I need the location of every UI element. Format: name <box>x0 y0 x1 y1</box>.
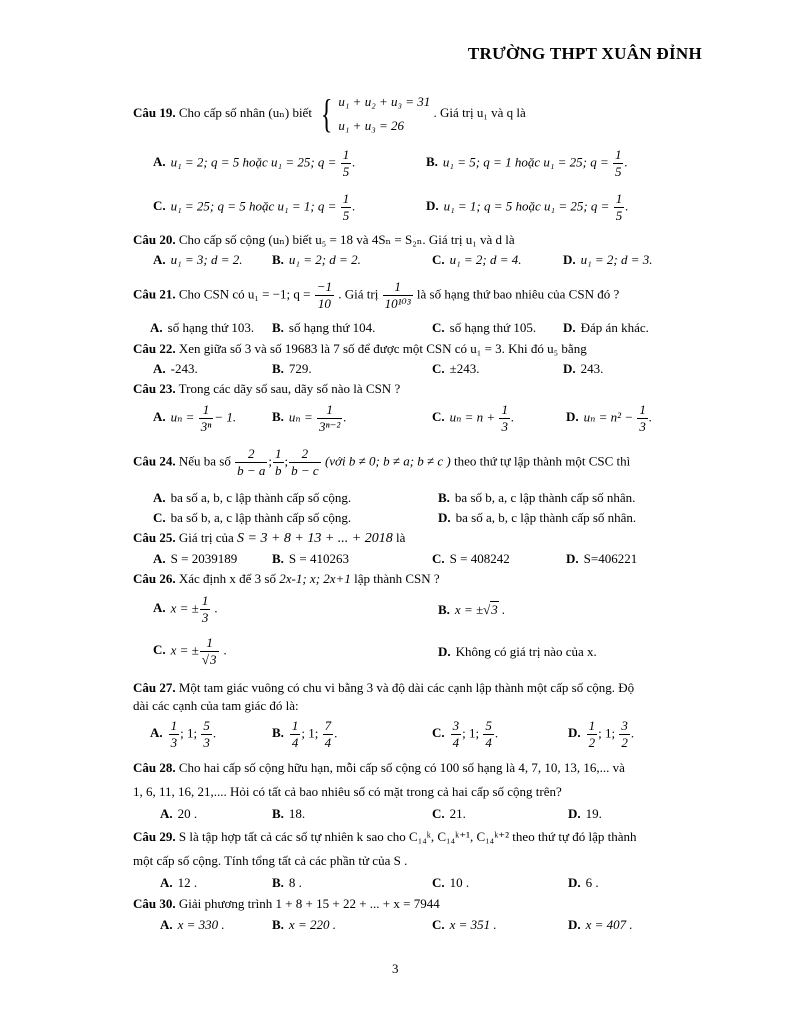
option-d: D. ba số a, b, c lập thành cấp số nhân. <box>438 510 637 525</box>
question-26: Câu 26. Xác định x để 3 số 2x-1; x; 2x+1 lập thành CSN ? <box>133 571 440 586</box>
option-c: C. $\frac{3}{4}$ ; 1; $\frac{5}{4}$ . <box>432 718 499 750</box>
option-a: A. u₁ = 3; d = 2. <box>153 252 243 267</box>
option-d: D. uₙ = n² − $\frac{1}{3}$ . <box>566 402 653 434</box>
option-b: B. uₙ = $\frac{1}{\text{3ⁿ⁻²}}$ . <box>272 402 347 434</box>
option-a: A. ba số a, b, c lập thành cấp số cộng. <box>153 490 352 505</box>
option-c: C. u₁ = 25; q = 5 hoặc u₁ = 1; q = $\frac{1}{5}$ . <box>153 191 356 223</box>
option-b: B. ba số b, a, c lập thành cấp số nhân. <box>438 490 636 505</box>
option-a: A. u₁ = 2; q = 5 hoặc u₁ = 25; q = $\frac{1}{5}$ . <box>153 147 356 179</box>
option-d: D. Không có giá trị nào của x. <box>438 644 597 659</box>
question-22: Câu 22. Xen giữa số 3 và số 19683 là 7 số để được một CSN có u₁ = 3. Khi đó u₅ bằng <box>133 341 587 356</box>
school-header: TRƯỜNG THPT XUÂN ĐỈNH <box>467 44 702 63</box>
option-d: D. 19. <box>568 806 602 821</box>
question-29: Câu 29. S là tập hợp tất cả các số tự nhiên k sao cho C₁₄ᵏ, C₁₄ᵏ⁺¹, C₁₄ᵏ⁺² theo thứ tự đó lập thành <box>133 829 637 844</box>
option-b: B. 8 . <box>272 875 302 890</box>
option-a: A. số hạng thứ 103. <box>150 320 255 335</box>
option-b: B. 729. <box>272 361 312 376</box>
question-28: Câu 28. Cho hai cấp số cộng hữu hạn, mỗi cấp số cộng có 100 số hạng là 4, 7, 10, 13, 16,... và <box>133 760 625 775</box>
option-a: A. S = 2039189 <box>153 551 238 566</box>
option-c: C. số hạng thứ 105. <box>432 320 537 335</box>
option-b: B. $\frac{1}{4}$ ; 1; $\frac{7}{4}$ . <box>272 718 338 750</box>
question-28-line2: 1, 6, 11, 16, 21,.... Hỏi có tất cả bao nhiêu số có mặt trong cả hai cấp số cộng trên? <box>133 784 562 799</box>
question-stem: Cho cấp số nhân (uₙ) biết <box>178 104 312 120</box>
question-29-line2: một cấp số cộng. Tính tổng tất cả các phần tử của S . <box>133 853 408 868</box>
option-d: D. $\frac{1}{2}$ ; 1; $\frac{3}{2}$ . <box>568 718 635 750</box>
question-19 <box>133 90 526 138</box>
option-a: A. x = ± $\frac{1}{3}$ . <box>153 593 218 625</box>
option-a: A. 20 . <box>160 806 198 821</box>
option-a: A. -243. <box>153 361 198 376</box>
option-b: B. 18. <box>272 806 306 821</box>
option-c: C. x = ± $\frac{1}{√3}$ . <box>153 635 227 667</box>
option-a: A. 12 . <box>160 875 198 890</box>
option-b: B. S = 410263 <box>272 551 349 566</box>
question-24: Câu 24. Nếu ba số $\frac{2}{b - a}$ ; $\frac{1}{b}$ ; $\frac{2}{b - c}$ (với b ≠ 0; b ≠ a; b ≠ c ) theo thứ tự lập thành một CSC thì <box>133 446 631 478</box>
question-23: Câu 23. Trong các dãy số sau, dãy số nào là CSN ? <box>133 381 401 396</box>
question-21: Câu 21. Cho CSN có u₁ = −1; q = $\frac{-1}{10}$ . Giá trị $\frac{1}{\text{10¹⁰³}}$ là số hạng thứ bao nhiêu của CSN đó ? <box>133 279 620 311</box>
option-b: B. u₁ = 2; d = 2. <box>272 252 361 267</box>
option-d: D. 243. <box>563 361 604 376</box>
question-20: Câu 20. Cho cấp số cộng (uₙ) biết u₅ = 18 và 4Sₙ = S₂ₙ. Giá trị u₁ và d là <box>133 232 515 247</box>
option-b: B. x = 220 . <box>272 917 336 932</box>
option-a: A. x = 330 . <box>160 917 225 932</box>
option-c: C. u₁ = 2; d = 4. <box>432 252 522 267</box>
option-b: B. x = ±√3 . <box>438 602 506 617</box>
question-27: Câu 27. Một tam giác vuông có chu vi bằng 3 và độ dài các cạnh lập thành một cấp số cộng. Độ <box>133 680 635 695</box>
option-c: C. 21. <box>432 806 466 821</box>
option-d: D. u₁ = 2; d = 3. <box>563 252 653 267</box>
page-number: 3 <box>392 961 399 976</box>
option-c: C. ba số b, a, c lập thành cấp số cộng. <box>153 510 352 525</box>
question-30: Câu 30. Giải phương trình 1 + 8 + 15 + 22 + ... + x = 7944 <box>133 896 440 911</box>
option-d: D. Đáp án khác. <box>563 320 649 335</box>
system-brace: { <box>321 91 333 136</box>
option-c: C. 10 . <box>432 875 470 890</box>
option-c: C. uₙ = n + $\frac{1}{3}$ . <box>432 402 515 434</box>
option-d: D. 6 . <box>568 875 599 890</box>
option-a: A. $\frac{1}{3}$ ; 1; $\frac{5}{3}$ . <box>150 718 217 750</box>
option-a: A. uₙ = $\frac{1}{\text{3ⁿ}}$ − 1. <box>153 402 237 434</box>
option-c: C. x = 351 . <box>432 917 497 932</box>
option-c: C. ±243. <box>432 361 480 376</box>
option-d: D. u₁ = 1; q = 5 hoặc u₁ = 25; q = $\frac{1}{5}$ . <box>426 191 629 223</box>
option-d: D. S=406221 <box>566 551 638 566</box>
option-c: C. S = 408242 <box>432 551 510 566</box>
question-25: Câu 25. Giá trị của S = 3 + 8 + 13 + ... + 2018 là <box>133 530 406 546</box>
question-number: Câu 19. <box>133 104 176 120</box>
option-b: B. số hạng thứ 104. <box>272 320 376 335</box>
option-b: B. u₁ = 5; q = 1 hoặc u₁ = 25; q = $\frac{1}{5}$ . <box>426 147 628 179</box>
option-d: D. x = 407 . <box>568 917 633 932</box>
question-27-line2: dài các cạnh của tam giác đó là: <box>133 698 299 713</box>
question-tail: . Giá trị u₁ và q là <box>433 104 526 120</box>
equation-system: u₁ + u₂ + u₃ = 31 u₁ + u₃ = 26 <box>338 94 431 133</box>
